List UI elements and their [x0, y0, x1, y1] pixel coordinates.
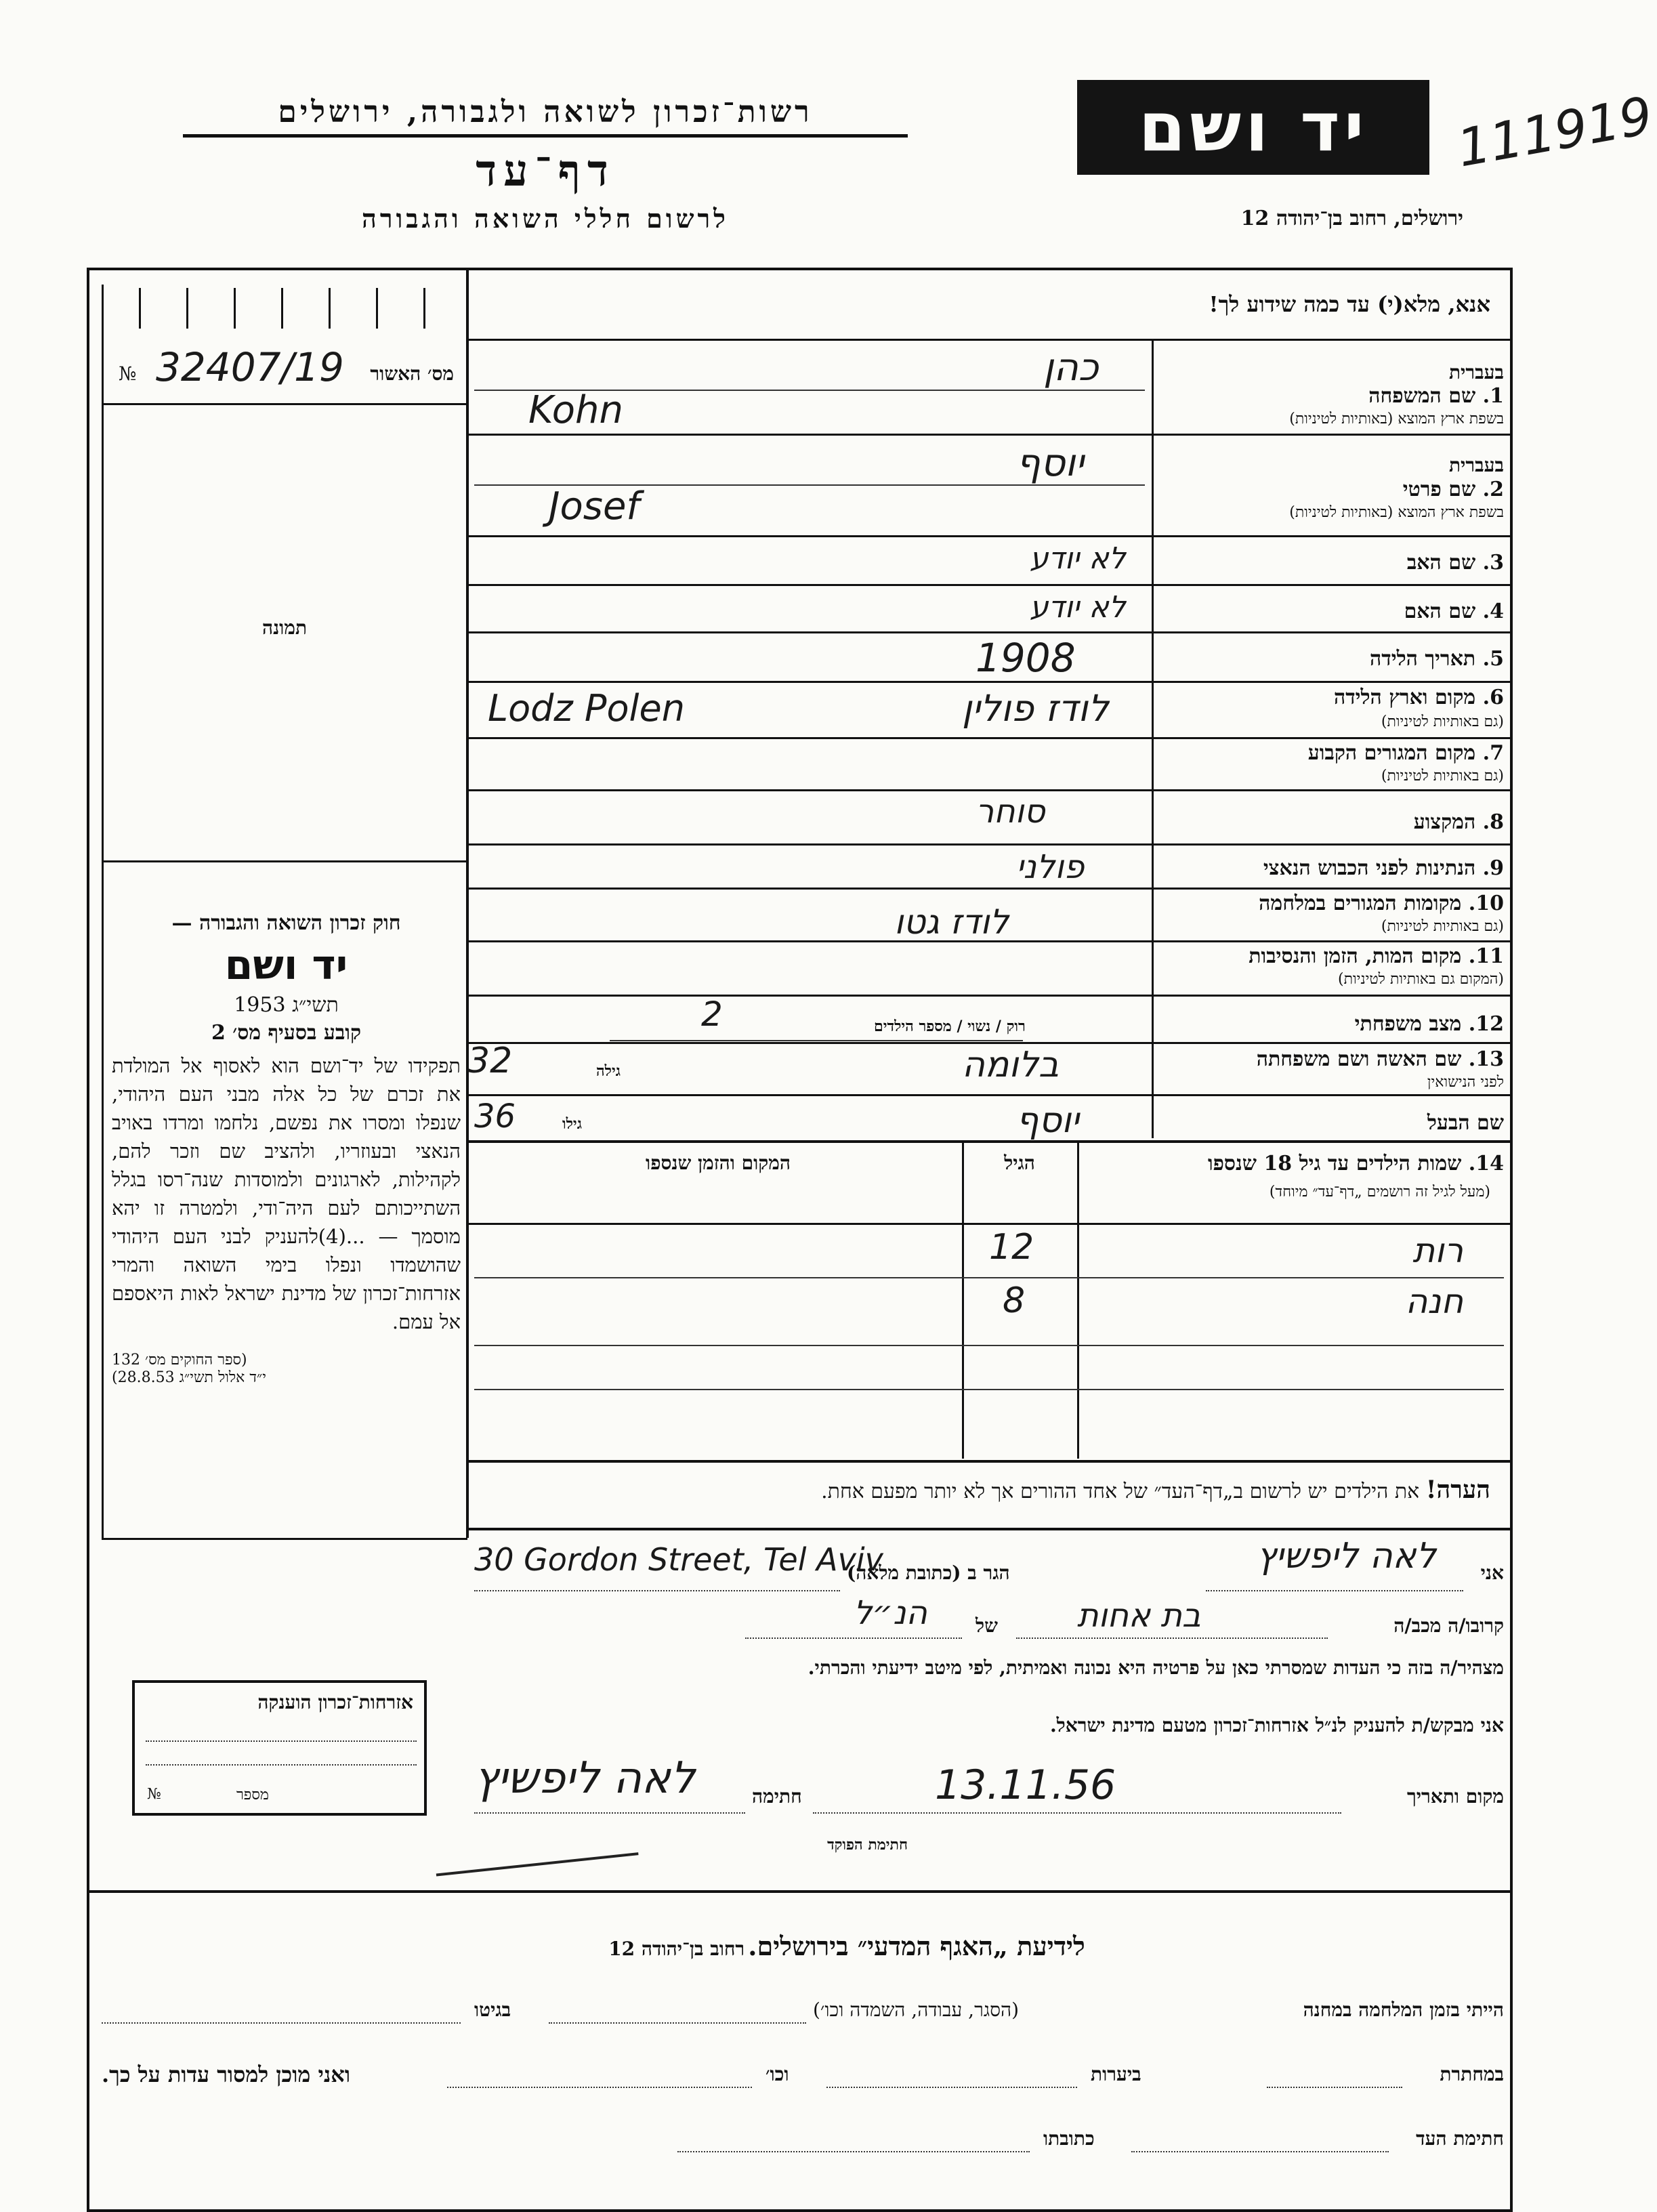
- row-divider: [466, 631, 1513, 633]
- field-first-name[interactable]: [474, 437, 1504, 528]
- children-header: [474, 1152, 1504, 1219]
- law-clause: קובע בסעיף מס׳ 2: [211, 1021, 362, 1045]
- field-2-sub: בשפת ארץ המוצא (באותיות לטיניות): [1289, 504, 1504, 521]
- citizenship-title: אזרחות־זכרון הוענקה: [257, 1691, 413, 1713]
- field-9-num: 9.: [1482, 856, 1504, 880]
- bottom-line2-a: במחתרת: [1440, 2063, 1504, 2085]
- law-section: [112, 911, 461, 1386]
- field-3-num: 3.: [1482, 551, 1504, 575]
- table-row[interactable]: [474, 1392, 1504, 1433]
- field-6-label: מקום וארץ הלידה: [1333, 686, 1476, 709]
- field-9-value: פולני: [1016, 848, 1085, 886]
- declaration-resident-label: הגר ב (כתובת מלאה): [847, 1562, 1010, 1584]
- declaration-relative-value[interactable]: בת אחות: [1077, 1597, 1201, 1635]
- declaration-relative-label: קרובו/ה מכב/ה: [1393, 1614, 1504, 1637]
- field-mother-name[interactable]: [474, 587, 1504, 631]
- citizenship-box: [132, 1680, 427, 1816]
- field-12-label: מצב משפחתי: [1354, 1012, 1462, 1036]
- children-num: 14.: [1468, 1152, 1504, 1175]
- child-age: 12: [989, 1227, 1034, 1268]
- children-header-bottom: [466, 1223, 1513, 1225]
- field-2-value-he: יוסף: [1016, 441, 1084, 485]
- field-2-num: 2.: [1482, 478, 1504, 501]
- field-3-value: לא יודע: [1030, 541, 1126, 576]
- bottom-line3-a: חתימת העד: [1416, 2127, 1504, 2150]
- intro-bottom: [466, 339, 1513, 341]
- law-ref-2: י״ד אלול תשי״ג 28.8.53): [112, 1369, 267, 1386]
- field-death-place[interactable]: [474, 942, 1504, 993]
- approval-no-sign: №: [119, 362, 137, 385]
- authority-underline: [183, 134, 908, 138]
- children-bottom: [466, 1460, 1513, 1463]
- signature-value[interactable]: לאה ליפשיץ: [474, 1753, 696, 1803]
- field-husband-value: יוסף: [1016, 1100, 1079, 1141]
- place-date-value[interactable]: 13.11.56: [935, 1761, 1116, 1809]
- law-title: חוק זכרון השואה והגבורה —: [171, 911, 401, 935]
- field-7-sub: (גם באותיות לטיניות): [1381, 768, 1504, 785]
- law-year: תשי״ג 1953: [234, 993, 339, 1017]
- citizenship-no-sign: №: [147, 1786, 161, 1803]
- field-13-sub: לפני הנישואין: [1427, 1074, 1504, 1091]
- field-wife[interactable]: [467, 1041, 1504, 1091]
- field-12-value: 2: [701, 995, 723, 1034]
- children-col-place: המקום והזמן שנספו: [646, 1152, 791, 1174]
- field-war-residence[interactable]: [474, 889, 1504, 940]
- bottom-line1-a: הייתי בזמן המלחמה במחנה: [1303, 1999, 1504, 2021]
- citizenship-number-label: מספר: [236, 1787, 269, 1803]
- approval-value: 32407/19: [156, 344, 344, 390]
- field-husband-age-label: גילו: [562, 1115, 582, 1133]
- table-row[interactable]: [474, 1280, 1504, 1324]
- field-13-age-label: גילה: [596, 1062, 621, 1080]
- field-father-name[interactable]: [474, 539, 1504, 583]
- field-13-value: בלומה: [962, 1045, 1060, 1085]
- bottom-line3-b: כתובתו: [1043, 2127, 1095, 2150]
- field-nationality[interactable]: [474, 847, 1504, 888]
- field-1-value-lat: Kohn: [528, 388, 623, 432]
- field-occupation[interactable]: [474, 791, 1504, 842]
- field-birth-place[interactable]: [474, 683, 1504, 737]
- field-4-label: שם האם: [1404, 600, 1476, 623]
- field-9-label: הנתינות לפני הכבוש הנאצי: [1263, 856, 1476, 880]
- field-13-num: 13.: [1468, 1047, 1504, 1071]
- declaration-line-sign: [474, 1748, 1504, 1816]
- field-1-sub: בשפת ארץ המוצא (באותיות לטיניות): [1289, 411, 1504, 427]
- left-panel-bottom: [102, 1538, 467, 1540]
- declaration-line-1: [474, 1535, 1504, 1595]
- authority-name: רשות־זכרון לשואה ולגבורה, ירושלים: [278, 95, 813, 129]
- note-text: את הילדים יש לרשום ב„דף־העד״ של אחד ההורים אך לא יותר מפעם אחת.: [821, 1480, 1420, 1503]
- declaration-of-label: של: [976, 1614, 998, 1637]
- note-label: הערה!: [1425, 1476, 1490, 1504]
- declaration-statement: מצהיר/ה בזה כי העדות שמסרתי כאן על פרטיה היא נכונה ואמיתית, לפי מיטב ידיעתי והכרתי.: [807, 1656, 1504, 1679]
- bottom-line2-c: וכו׳: [765, 2063, 789, 2085]
- bottom-line-3: [95, 2121, 1504, 2161]
- officer-label: חתימת הפוקד: [827, 1836, 908, 1854]
- field-5-label: תאריך הלידה: [1370, 647, 1476, 671]
- bottom-title-row: [474, 1931, 1219, 1962]
- field-1-num: 1.: [1482, 384, 1504, 408]
- left-column-divider: [466, 268, 469, 1538]
- field-marital-status[interactable]: [474, 997, 1504, 1041]
- field-11-num: 11.: [1468, 944, 1504, 968]
- field-2-value-lat: Josef: [549, 484, 640, 528]
- field-birth-date[interactable]: [474, 635, 1504, 679]
- field-7-label: מקום המגורים הקבוע: [1307, 741, 1476, 765]
- table-row[interactable]: [474, 1227, 1504, 1274]
- bottom-line2-b: ביערות: [1091, 2063, 1141, 2085]
- address: ירושלים, רחוב בן־יהודה 12: [1240, 207, 1463, 230]
- bottom-line-1: [95, 1992, 1504, 2032]
- field-8-num: 8.: [1482, 810, 1504, 834]
- logo-text: יד ושם: [1138, 87, 1368, 167]
- field-10-value: לודז גטו: [894, 902, 1009, 942]
- row-divider: [466, 535, 1513, 537]
- law-name: יד ושם: [224, 942, 348, 989]
- field-6-sub: (גם באותיות לטיניות): [1381, 713, 1504, 730]
- place-date-label: מקום ותאריך: [1406, 1785, 1504, 1808]
- photo-label: תמונה: [261, 617, 308, 639]
- law-ref-1: (ספר החוקים מס׳ 132: [112, 1352, 247, 1369]
- bottom-address: רחוב בן־יהודה 12: [608, 1938, 745, 1960]
- yad-vashem-logo: [1077, 80, 1429, 175]
- tick-marks: [112, 288, 457, 329]
- children-title: שמות הילדים עד גיל 18 שנספו: [1207, 1152, 1462, 1175]
- form-title: דף־עד: [476, 146, 615, 196]
- approval-label: מס׳ האשור: [370, 362, 454, 385]
- field-11-label: מקום המות, הזמן והנסיבות: [1249, 944, 1462, 968]
- field-family-name[interactable]: [474, 342, 1504, 434]
- section-divider: [87, 1890, 1513, 1893]
- form-subtitle: לרשום חללי השואה והגבורה: [362, 203, 729, 234]
- field-husband-label: שם הבעל: [1427, 1111, 1504, 1135]
- field-10-num: 10.: [1468, 892, 1504, 915]
- field-husband[interactable]: [474, 1096, 1504, 1140]
- field-1-label: שם המשפחה: [1368, 384, 1476, 408]
- note: [474, 1476, 1490, 1504]
- field-12-num: 12.: [1468, 1012, 1504, 1036]
- field-6-value-lat: Lodz Polen: [488, 687, 685, 730]
- photo-bottom: [102, 860, 467, 862]
- declaration-request: אני מבקש/ת להעניק לנ״ל אזרחות־זכרון מטעם מדינת ישראל.: [1049, 1714, 1504, 1736]
- field-8-label: המקצוע: [1413, 810, 1476, 834]
- field-residence[interactable]: [474, 738, 1504, 787]
- field-4-value: לא יודע: [1030, 590, 1126, 625]
- declaration-of-value[interactable]: הנ״ל: [854, 1594, 927, 1632]
- field-2-label: שם פרטי: [1402, 478, 1476, 501]
- left-panel-border: [102, 285, 104, 1538]
- field-12-options: רוק / נשוי / מספר הילדים: [874, 1018, 1026, 1035]
- field-7-num: 7.: [1482, 741, 1504, 765]
- row-divider: [466, 995, 1513, 997]
- bottom-line1-c: בגיטו: [474, 1999, 511, 2021]
- row-divider: [466, 434, 1513, 436]
- child-name: חנה: [1405, 1282, 1463, 1321]
- field-husband-age-value: 36: [474, 1098, 516, 1135]
- declaration-ani: אני: [1480, 1562, 1504, 1584]
- field-1-top-label: בעברית: [1448, 361, 1504, 383]
- field-4-num: 4.: [1482, 600, 1504, 623]
- field-2-top-label: בעברית: [1448, 454, 1504, 476]
- child-age: 8: [1003, 1280, 1026, 1321]
- row-divider: [466, 843, 1513, 846]
- field-13-age-value: 32: [467, 1041, 513, 1081]
- field-6-num: 6.: [1482, 686, 1504, 709]
- note-bottom: [466, 1528, 1513, 1530]
- handwritten-record-number: 111919: [1452, 85, 1657, 179]
- field-1-value-he: כהן: [1043, 346, 1099, 390]
- field-5-num: 5.: [1482, 647, 1504, 671]
- field-10-sub: (גם באותיות לטיניות): [1381, 918, 1504, 935]
- signature-label: חתימה: [752, 1785, 802, 1808]
- bottom-title: לידיעת „האגף המדעי״ בירושלים.: [748, 1931, 1085, 1961]
- approval-number-row: [119, 346, 457, 400]
- declaration-name[interactable]: לאה ליפשיץ: [1256, 1536, 1436, 1577]
- bottom-line1-b: (הסגר, עבודה, השמדה וכו׳): [813, 1999, 1020, 2021]
- row-divider: [466, 584, 1513, 586]
- field-11-sub: (המקום גם באותיות לטיניות): [1338, 971, 1504, 988]
- declaration-line-2: [474, 1595, 1504, 1643]
- approval-bottom: [102, 403, 467, 405]
- field-5-value: 1908: [976, 635, 1076, 681]
- bottom-line-2: [95, 2056, 1504, 2097]
- law-text: תפקידו של יד־ושם הוא לאסוף אל המולדת את זכרם של כל אלה מבני העם היהודי, שנפלו ומסרו את נפשם, נלחמו ומרדו באויב הנאצי ובעוזריו, ולהציב שם וזכר להם, לקהילות, לארגונים ולמוסדות שנה־רסו בגלל השתייכותם לעם היה־ודי, ולמטרה זו יהא מוסמך — ...(4)להעניק לבני העם היהודי שהושמדו ונפלו בימי השואה והמרי אזרחות־זכרון של מדינת ישראל לאות היאספם אל עמם.: [112, 1054, 461, 1333]
- field-3-label: שם האב: [1406, 551, 1476, 575]
- declaration-address[interactable]: 30 Gordon Street, Tel Aviv: [474, 1541, 883, 1578]
- intro-text: אנא, מלא(י) עד כמה שידוע לך!: [1209, 291, 1490, 317]
- children-col-age: הגיל: [1004, 1152, 1035, 1174]
- field-10-label: מקומות המגורים במלחמה: [1259, 892, 1462, 915]
- child-name: רות: [1412, 1231, 1463, 1270]
- field-6-value-he: לודז פולין: [962, 687, 1109, 730]
- field-13-label: שם האשה ושם משפחתה: [1256, 1047, 1462, 1071]
- table-row[interactable]: [474, 1348, 1504, 1389]
- children-subtitle: (מעל לגיל זה רושמים „דף־עד״ מיוחד): [1269, 1184, 1490, 1201]
- row-divider: [466, 1140, 1513, 1143]
- field-8-value: סוחר: [976, 793, 1045, 831]
- bottom-line2-d: ואני מוכן למסור עדות על כך.: [102, 2062, 351, 2087]
